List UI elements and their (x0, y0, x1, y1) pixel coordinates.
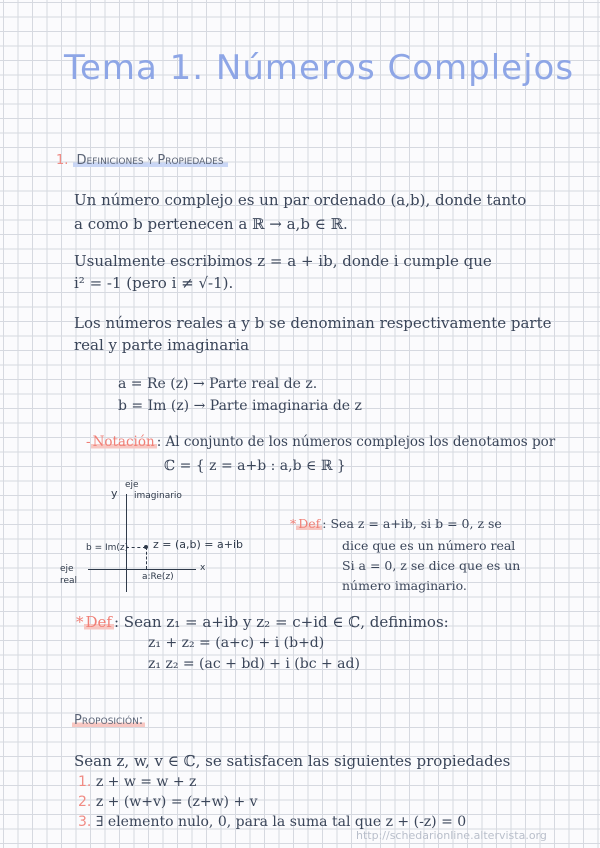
property-2-number: 2. (78, 794, 92, 810)
proposition-intro: Sean z, w, v ∈ ℂ, se satisfacen las siguientes propiedades (74, 752, 511, 770)
property-3-text: ∃ elemento nulo, 0, para la suma tal que z + (-z) = 0 (95, 814, 467, 830)
def2-label: Def (85, 613, 112, 631)
y-axis-letter: y (111, 487, 118, 500)
def-right-line3: Si a = 0, z se dice que es un (342, 558, 521, 573)
x-axis (88, 569, 196, 570)
notation-marker: - (86, 434, 91, 450)
point-label: z = (a,b) = a+ib (153, 538, 243, 551)
property-3 (78, 814, 466, 830)
proposition-label: Proposición: (74, 713, 144, 728)
x-axis-title-2: real (60, 576, 78, 586)
para1-line1: Un número complejo es un par ordenado (a,b), donde tanto (74, 191, 527, 209)
def-imag-part: b = Im (z) → Parte imaginaria de z (118, 398, 362, 414)
notation-line (86, 434, 555, 450)
a-guide-line (146, 547, 147, 569)
def2-product: z₁ z₂ = (ac + bd) + i (bc + ad) (148, 656, 360, 672)
notation-text: : Al conjunto de los números complejos los denotamos por (156, 434, 556, 450)
para3-line2: real y parte imaginaria (74, 336, 250, 354)
property-1-number: 1. (78, 774, 92, 790)
section-heading (56, 153, 228, 168)
property-3-number: 3. (78, 814, 92, 830)
def-right-marker: * (290, 516, 297, 531)
def2-sum: z₁ + z₂ = (a+c) + i (b+d) (148, 635, 325, 651)
def2-text-1: : Sean z₁ = a+ib y z₂ = c+id ∈ ℂ, definimos: (113, 613, 449, 631)
b-guide-line (126, 547, 146, 548)
x-axis-title-1: eje (60, 564, 74, 574)
y-axis-title-1: eje (125, 480, 139, 490)
page-title: Tema 1. Números Complejos (64, 48, 575, 88)
section-label: Definiciones y Propiedades (73, 153, 228, 168)
a-label: a:Re(z) (142, 572, 174, 582)
para1-line2: a como b pertenecen a ℝ → a,b ∈ ℝ. (74, 215, 348, 233)
proposition-heading (72, 713, 145, 728)
complex-set-definition: ℂ = { z = a+b : a,b ∈ ℝ } (164, 458, 346, 474)
para2-line1: Usualmente escribimos z = a + ib, donde i cumple que (74, 252, 492, 270)
def2-marker: * (76, 613, 84, 631)
def-right-label: Def (298, 516, 321, 531)
watermark-url: http://schedarionline.altervista.org (356, 829, 547, 842)
property-1 (78, 774, 196, 790)
para3-line1: Los números reales a y b se denominan respectivamente parte (74, 314, 552, 332)
def-right-text-1: : Sea z = a+ib, si b = 0, z se (322, 516, 502, 531)
property-1-text: z + w = w + z (95, 774, 197, 790)
def2-line1 (76, 613, 449, 631)
para2-line2: i² = -1 (pero i ≠ √-1). (74, 274, 234, 292)
def-right-line4: número imaginario. (342, 578, 467, 593)
point-z (144, 545, 148, 549)
def-right-line1 (290, 516, 502, 531)
section-number: 1. (56, 153, 69, 168)
property-2-text: z + (w+v) = (z+w) + v (95, 794, 258, 810)
property-2 (78, 794, 258, 810)
b-label: b = Im(z) (86, 543, 129, 553)
def-right-line2: dice que es un número real (342, 538, 516, 553)
y-axis-title-2: imaginario (134, 491, 182, 501)
def-real-part: a = Re (z) → Parte real de z. (118, 376, 318, 392)
x-axis-letter: x (200, 563, 206, 573)
notation-label: Notación (92, 434, 155, 450)
